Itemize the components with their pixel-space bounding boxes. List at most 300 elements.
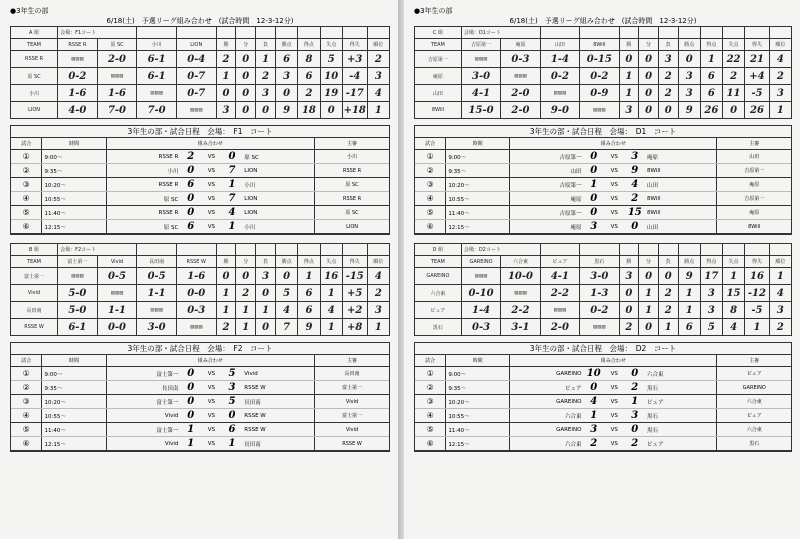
score-cell: 6 <box>298 302 320 319</box>
score-cell: 4-1 <box>540 268 579 285</box>
away-score: 1 <box>222 437 243 451</box>
home-score: 0 <box>180 192 201 206</box>
team-row <box>415 285 792 302</box>
game-time: 9:35～ <box>42 164 106 178</box>
away-score: 0 <box>625 423 646 437</box>
score-cell: 2 <box>658 85 678 102</box>
away-team: 長田南 <box>242 437 314 451</box>
score-cell: 2-0 <box>501 85 540 102</box>
team-row <box>415 51 792 68</box>
score-cell: 3 <box>256 268 276 285</box>
game-number: ⑥ <box>11 220 42 234</box>
schedule-row <box>11 150 389 164</box>
column-header: 富士第一 <box>58 256 98 268</box>
group-label: B 組 <box>11 244 58 256</box>
column-header-row <box>415 256 792 268</box>
score-cell: 21 <box>745 51 770 68</box>
score-cell: 9-0 <box>540 102 579 119</box>
score-cell: 0-7 <box>176 68 216 85</box>
column-header: TEAM <box>11 256 58 268</box>
diagonal-cell: ▨▨▨ <box>501 285 540 302</box>
column-header: 得失 <box>342 39 367 51</box>
schedule-d2 <box>414 342 792 452</box>
score-cell: 1 <box>236 302 256 319</box>
column-header: 得点 <box>298 256 320 268</box>
vs-label: VS <box>604 367 625 381</box>
court-label: 会場：D2コート <box>461 244 540 256</box>
score-cell: 2-2 <box>540 285 579 302</box>
home-score: 0 <box>583 206 604 220</box>
league-table <box>10 26 390 119</box>
away-score: 1 <box>222 220 243 234</box>
schedule-row <box>415 220 791 234</box>
game-time: 11:40～ <box>446 423 510 437</box>
referee: RSSE R <box>315 164 389 178</box>
game-time: 11:40～ <box>42 423 106 437</box>
blank-cell <box>256 244 276 256</box>
blank-cell <box>745 244 770 256</box>
team-name: GAREINO <box>415 268 462 285</box>
blank-cell <box>342 244 367 256</box>
score-cell: 2-0 <box>97 51 137 68</box>
schedule-f1 <box>10 125 390 235</box>
home-score: 1 <box>583 409 604 423</box>
game-header: 試合 <box>415 355 446 367</box>
away-score: 0 <box>222 409 243 423</box>
score-cell: 0 <box>216 85 236 102</box>
away-score: 2 <box>625 381 646 395</box>
blank-cell <box>367 244 389 256</box>
team-row <box>11 51 390 68</box>
score-cell: 5-0 <box>58 302 98 319</box>
score-cell: 5 <box>276 285 298 302</box>
score-cell: 3-0 <box>461 68 500 85</box>
score-cell: 0-0 <box>176 285 216 302</box>
score-cell: 7-0 <box>97 102 137 119</box>
column-header: 得失 <box>745 39 770 51</box>
schedule-title: 3年生の部・試合日程 会場： F1 コート <box>127 127 273 136</box>
home-team: 原 SC <box>106 220 180 234</box>
team-row <box>11 85 390 102</box>
game-time: 9:00～ <box>42 150 106 164</box>
score-cell: 2 <box>658 68 678 85</box>
vs-label: VS <box>201 367 222 381</box>
score-cell: 2 <box>236 285 256 302</box>
schedule-row <box>11 206 389 220</box>
schedule-row <box>11 192 389 206</box>
vs-label: VS <box>604 437 625 451</box>
score-cell: 1 <box>236 319 256 336</box>
blank-cell <box>176 244 216 256</box>
column-header: 分 <box>639 39 659 51</box>
diagonal-cell: ▨▨▨ <box>461 51 500 68</box>
team-name: 長田南 <box>11 302 58 319</box>
team-name: 六合東 <box>415 285 462 302</box>
score-cell: 3-0 <box>137 319 177 336</box>
home-score: 0 <box>583 381 604 395</box>
league-header-row <box>415 244 792 256</box>
team-row <box>415 85 792 102</box>
score-cell: 4 <box>276 302 298 319</box>
schedule-title: 3年生の部・試合日程 会場： D1 コート <box>529 127 677 136</box>
column-header: 勝 <box>216 39 236 51</box>
score-cell: 2 <box>367 51 389 68</box>
column-header: 得失 <box>342 256 367 268</box>
league-title: 6/18(土) 予選リーグ組み合わせ (試合時間 12-3-12分) <box>509 17 697 25</box>
away-team: ピュア <box>645 395 717 409</box>
referee: 富士第一 <box>315 409 389 423</box>
game-time: 10:55～ <box>446 192 510 206</box>
away-team: 黒石 <box>645 381 717 395</box>
vs-label: VS <box>201 206 222 220</box>
schedule-row <box>11 178 389 192</box>
score-cell: 0 <box>639 68 659 85</box>
referee: LION <box>315 220 389 234</box>
score-cell: 1-4 <box>461 302 500 319</box>
score-cell: 4 <box>722 319 744 336</box>
schedule-title: 3年生の部・試合日程 会場： F2 コート <box>127 344 273 353</box>
schedule-title: 3年生の部・試合日程 会場： D2 コート <box>529 344 677 353</box>
score-cell: 0 <box>236 85 256 102</box>
column-header: 吉原第一 <box>461 39 500 51</box>
score-cell: 0 <box>320 102 342 119</box>
home-score: 2 <box>583 437 604 451</box>
score-cell: 4 <box>367 268 389 285</box>
score-cell: 0-3 <box>501 51 540 68</box>
score-cell: 0 <box>639 51 659 68</box>
game-time: 12:15～ <box>42 437 106 451</box>
away-team: Vivid <box>242 367 314 381</box>
home-score: 0 <box>180 367 201 381</box>
score-cell: 2 <box>298 85 320 102</box>
score-cell: 1 <box>367 319 389 336</box>
score-cell: 1 <box>256 51 276 68</box>
score-cell: 3-0 <box>580 268 619 285</box>
blank-cell <box>298 27 320 39</box>
referee: 長田南 <box>315 367 389 381</box>
schedule-table <box>11 354 389 451</box>
vs-label: VS <box>604 164 625 178</box>
score-cell: +18 <box>342 102 367 119</box>
column-header: 原 SC <box>97 39 137 51</box>
column-header: TEAM <box>11 39 58 51</box>
blank-cell <box>700 27 722 39</box>
score-cell: 0 <box>639 268 659 285</box>
schedule-table <box>415 137 791 234</box>
team-name: 庵原 <box>415 68 462 85</box>
away-team: 黒石 <box>645 423 717 437</box>
score-cell: 6 <box>700 68 722 85</box>
score-cell: 0 <box>678 51 700 68</box>
score-cell: 0-9 <box>580 85 619 102</box>
blank-cell <box>619 244 639 256</box>
team-row <box>415 68 792 85</box>
game-number: ③ <box>11 178 42 192</box>
game-time: 10:55～ <box>42 192 106 206</box>
game-number: ⑥ <box>11 437 42 451</box>
game-number: ⑥ <box>415 220 446 234</box>
referee-header: 主審 <box>315 138 389 150</box>
score-cell: 1 <box>639 302 659 319</box>
schedule-row <box>11 164 389 178</box>
vs-label: VS <box>604 150 625 164</box>
score-cell: 10-0 <box>501 268 540 285</box>
team-name: 富士第一 <box>11 268 58 285</box>
referee: 山田 <box>717 150 791 164</box>
away-team: 山田 <box>645 178 717 192</box>
column-header: 得点 <box>298 39 320 51</box>
score-cell: 3 <box>367 68 389 85</box>
column-header: 分 <box>236 256 256 268</box>
game-time: 10:20～ <box>42 395 106 409</box>
section-title: ●3年生の部 <box>10 7 49 15</box>
home-team: RSSE R <box>106 178 180 192</box>
column-header: 長田南 <box>137 256 177 268</box>
diagonal-cell: ▨▨▨ <box>580 102 619 119</box>
court-label: 会場：D1コート <box>461 27 540 39</box>
column-header: ピュア <box>540 256 579 268</box>
diagonal-cell: ▨▨▨ <box>540 302 579 319</box>
score-cell: 2 <box>216 51 236 68</box>
score-cell: +8 <box>342 319 367 336</box>
score-cell: 3-1 <box>501 319 540 336</box>
away-score: 4 <box>222 206 243 220</box>
column-header-row <box>415 39 792 51</box>
score-cell: 1 <box>320 319 342 336</box>
score-cell: 0-0 <box>97 319 137 336</box>
referee-header: 主審 <box>717 355 791 367</box>
referee: 黒石 <box>717 437 791 451</box>
game-number: ④ <box>11 409 42 423</box>
column-header: TEAM <box>415 256 462 268</box>
score-cell: -5 <box>745 302 770 319</box>
away-team: 8Will <box>645 164 717 178</box>
league-table <box>414 26 792 119</box>
away-team: LION <box>242 192 314 206</box>
score-cell: 0 <box>619 302 639 319</box>
blank-cell <box>276 244 298 256</box>
time-header: 時間 <box>42 138 106 150</box>
blank-cell <box>580 27 619 39</box>
blank-cell <box>176 27 216 39</box>
team-name: 小川 <box>11 85 58 102</box>
game-time: 9:35～ <box>446 381 510 395</box>
score-cell: 0 <box>276 85 298 102</box>
score-cell: 0 <box>236 51 256 68</box>
score-cell: 8 <box>722 302 744 319</box>
score-cell: 16 <box>745 268 770 285</box>
score-cell: 1-4 <box>540 51 579 68</box>
score-cell: 2 <box>216 319 236 336</box>
score-cell: 17 <box>700 268 722 285</box>
matchup-header: 組み合わせ <box>510 355 717 367</box>
score-cell: 2-2 <box>501 302 540 319</box>
away-score: 0 <box>625 367 646 381</box>
home-score: 1 <box>180 437 201 451</box>
game-number: ② <box>11 381 42 395</box>
score-cell: 0-7 <box>176 85 216 102</box>
score-cell: 4-1 <box>461 85 500 102</box>
score-cell: 0 <box>619 51 639 68</box>
home-score: 3 <box>583 423 604 437</box>
blank-cell <box>236 27 256 39</box>
score-cell: 6 <box>298 68 320 85</box>
referee: 原 SC <box>315 178 389 192</box>
score-cell: 6 <box>298 285 320 302</box>
team-row <box>415 102 792 119</box>
vs-label: VS <box>604 192 625 206</box>
score-cell: 0 <box>256 319 276 336</box>
referee: RSSE R <box>315 192 389 206</box>
score-cell: 2 <box>619 319 639 336</box>
blank-cell <box>342 27 367 39</box>
team-row <box>11 302 390 319</box>
score-cell: 1 <box>216 302 236 319</box>
diagonal-cell: ▨▨▨ <box>501 68 540 85</box>
score-cell: 6-1 <box>137 51 177 68</box>
schedule-row <box>415 150 791 164</box>
column-header: 分 <box>639 256 659 268</box>
referee: Vivid <box>315 423 389 437</box>
score-cell: 0-2 <box>580 302 619 319</box>
score-cell: 2 <box>658 302 678 319</box>
score-cell: 15 <box>722 285 744 302</box>
game-number: ⑤ <box>11 206 42 220</box>
home-team: RSSE R <box>106 150 180 164</box>
score-cell: 3 <box>216 102 236 119</box>
referee-header: 主審 <box>315 355 389 367</box>
team-name: RSSE R <box>11 51 58 68</box>
away-team: RSSE W <box>242 409 314 423</box>
game-number: ③ <box>11 395 42 409</box>
schedule-row <box>11 423 389 437</box>
diagonal-cell: ▨▨▨ <box>58 51 98 68</box>
score-cell: -5 <box>745 85 770 102</box>
vs-label: VS <box>201 423 222 437</box>
team-name: LION <box>11 102 58 119</box>
score-cell: 0 <box>236 68 256 85</box>
score-cell: 16 <box>320 268 342 285</box>
score-cell: 1 <box>256 302 276 319</box>
vs-label: VS <box>201 220 222 234</box>
team-name: ピュア <box>415 302 462 319</box>
score-cell: 1 <box>745 319 770 336</box>
score-cell: 4 <box>769 285 791 302</box>
schedule-row <box>415 395 791 409</box>
column-header: 失点 <box>320 39 342 51</box>
game-number: ⑤ <box>415 206 446 220</box>
blank-cell <box>137 244 177 256</box>
column-header-row <box>11 39 390 51</box>
game-time: 9:00～ <box>446 150 510 164</box>
column-header: 順位 <box>367 39 389 51</box>
blank-cell <box>276 27 298 39</box>
team-row <box>11 319 390 336</box>
away-score: 2 <box>625 192 646 206</box>
score-cell: 0 <box>216 268 236 285</box>
home-score: 0 <box>583 150 604 164</box>
score-cell: 0 <box>639 85 659 102</box>
referee: 原 SC <box>315 206 389 220</box>
score-cell: 26 <box>700 102 722 119</box>
schedule-row <box>11 381 389 395</box>
away-team: 黒石 <box>645 409 717 423</box>
column-header: 順位 <box>769 256 791 268</box>
league-header-row <box>11 27 390 39</box>
score-cell: 5-0 <box>58 285 98 302</box>
time-header: 時間 <box>446 355 510 367</box>
score-cell: 3 <box>678 68 700 85</box>
blank-cell <box>137 27 177 39</box>
score-cell: 3 <box>256 85 276 102</box>
score-cell: 0 <box>256 285 276 302</box>
vs-label: VS <box>604 206 625 220</box>
score-cell: 11 <box>722 85 744 102</box>
column-header: 六合東 <box>501 256 540 268</box>
home-team: ピュア <box>510 381 584 395</box>
left-sheet <box>0 0 398 539</box>
away-team: 小川 <box>242 178 314 192</box>
score-cell: 6 <box>276 51 298 68</box>
away-team: 長田南 <box>242 395 314 409</box>
blank-cell <box>769 244 791 256</box>
diagonal-cell: ▨▨▨ <box>176 102 216 119</box>
score-cell: 1 <box>216 68 236 85</box>
score-cell: 0-2 <box>580 68 619 85</box>
away-team: 小川 <box>242 220 314 234</box>
blank-cell <box>769 27 791 39</box>
score-cell: 3 <box>769 85 791 102</box>
away-team: 六合東 <box>645 367 717 381</box>
score-cell: 7 <box>276 319 298 336</box>
column-header: 負 <box>256 256 276 268</box>
game-number: ① <box>11 150 42 164</box>
score-cell: 1-1 <box>137 285 177 302</box>
score-cell: 8 <box>298 51 320 68</box>
score-cell: 26 <box>745 102 770 119</box>
score-cell: 4 <box>367 85 389 102</box>
diagonal-cell: ▨▨▨ <box>580 319 619 336</box>
score-cell: 1-1 <box>97 302 137 319</box>
referee: 庵原 <box>717 206 791 220</box>
group-label: A 組 <box>11 27 58 39</box>
home-team: Vivid <box>106 409 180 423</box>
referee: 吉原第一 <box>717 164 791 178</box>
home-score: 0 <box>180 206 201 220</box>
team-name: 吉原第一 <box>415 51 462 68</box>
score-cell: 0 <box>236 268 256 285</box>
home-score: 2 <box>180 150 201 164</box>
away-score: 6 <box>222 423 243 437</box>
right-sheet <box>404 0 800 539</box>
referee: 六合東 <box>717 423 791 437</box>
away-team: 8Will <box>645 206 717 220</box>
away-team: RSSE W <box>242 423 314 437</box>
schedule-row <box>11 409 389 423</box>
vs-label: VS <box>604 395 625 409</box>
team-row <box>11 285 390 302</box>
game-time: 9:00～ <box>42 367 106 381</box>
schedule-d1 <box>414 125 792 235</box>
score-cell: 0 <box>639 319 659 336</box>
away-score: 0 <box>625 220 646 234</box>
schedule-header-row <box>11 138 389 150</box>
score-cell: 0 <box>276 268 298 285</box>
score-cell: -17 <box>342 85 367 102</box>
away-score: 4 <box>625 178 646 192</box>
game-time: 10:55～ <box>42 409 106 423</box>
score-cell: 6 <box>678 319 700 336</box>
